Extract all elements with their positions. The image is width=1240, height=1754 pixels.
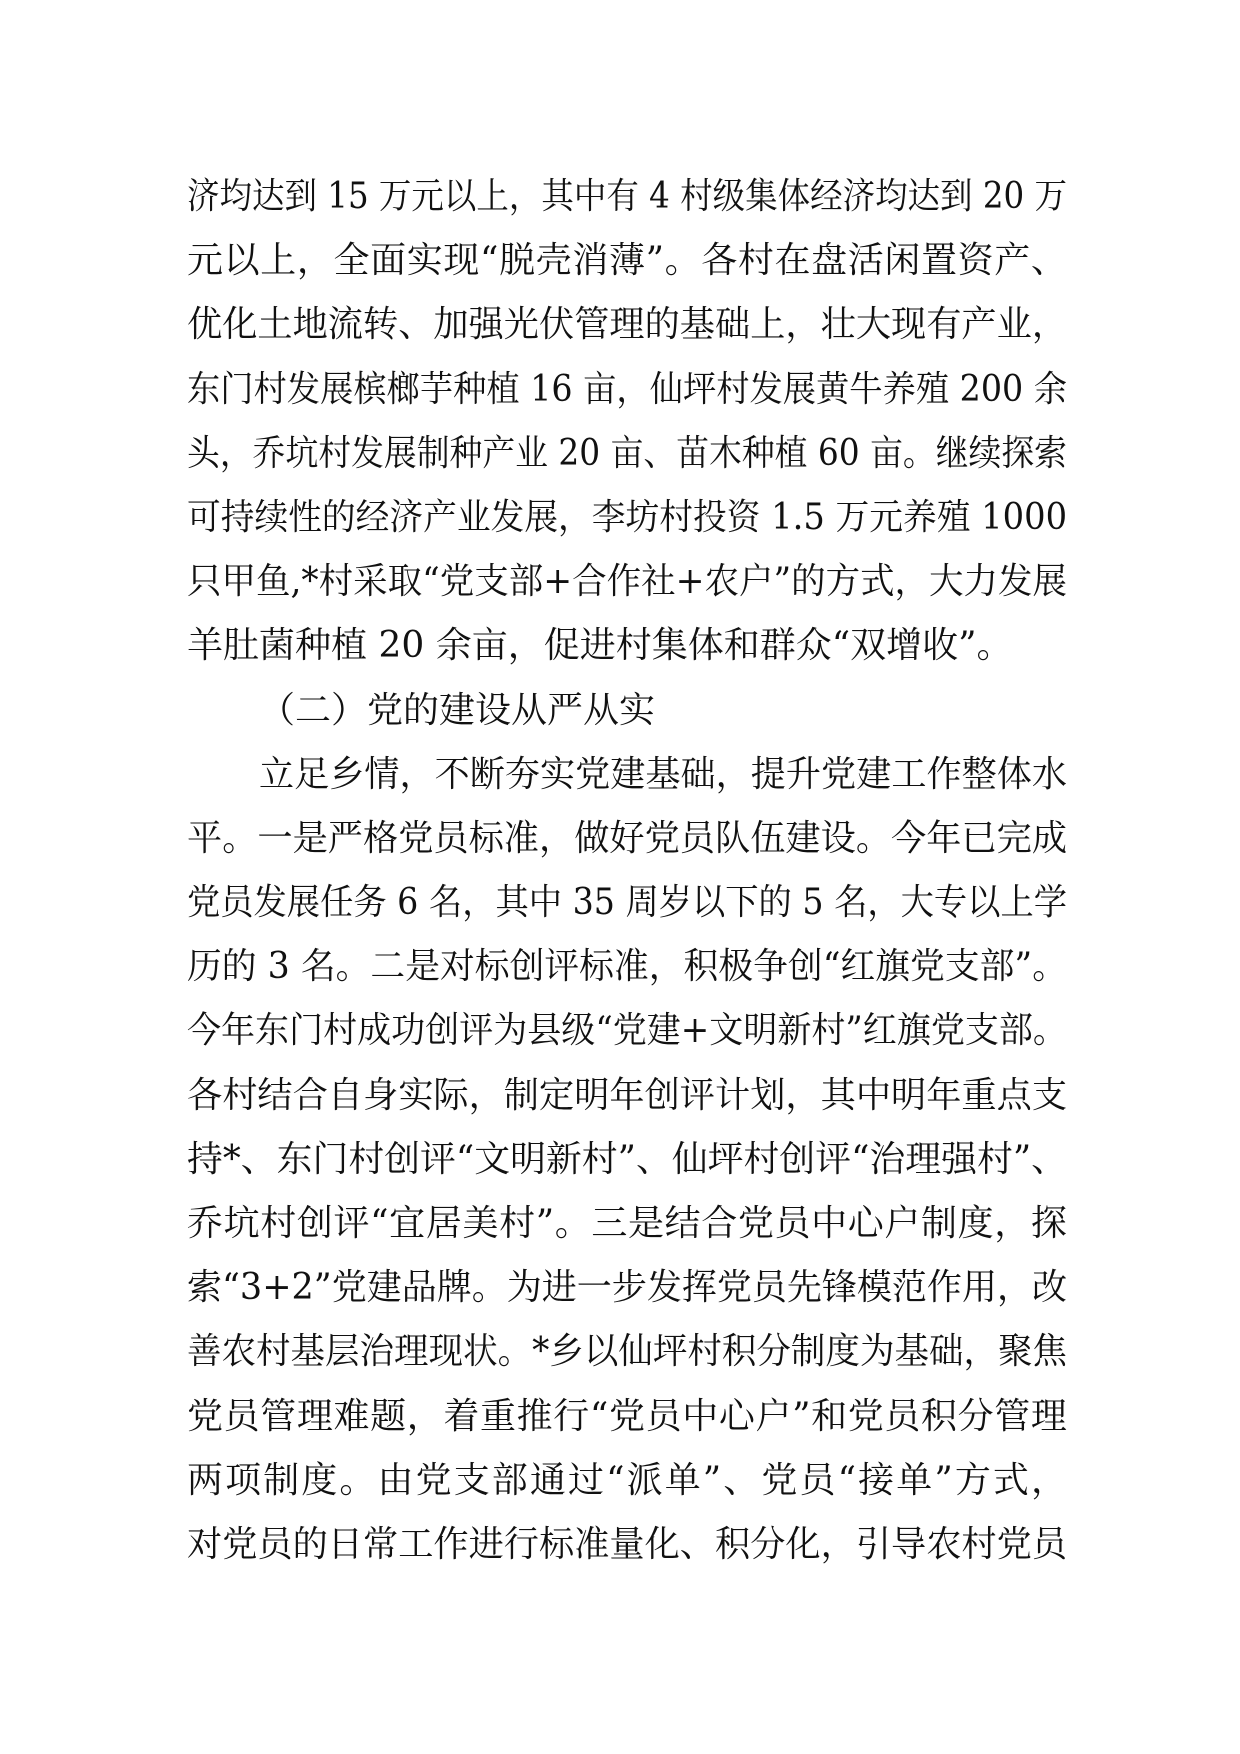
text-line: 党员发展任务 6 名，其中 35 周岁以下的 5 名，大专以上学 (187, 882, 1068, 924)
text-line: 乔坑村创评“宜居美村”。三是结合党员中心户制度，探 (187, 1203, 1068, 1244)
text-line: 可持续性的经济产业发展，李坊村投资 1.5 万元养殖 1000 (187, 496, 1068, 538)
text-line: 优化土地流转、加强光伏管理的基础上，壮大现有产业， (187, 304, 1068, 346)
text-line: 元以上，全面实现“脱壳消薄”。各村在盘活闲置资产、 (187, 240, 1068, 282)
text-line: 索“3+2”党建品牌。为进一步发挥党员先锋模范作用，改 (187, 1267, 1068, 1309)
paragraph-first-line: 立足乡情，不断夯实党建基础，提升党建工作整体水 (259, 753, 1067, 795)
text-line: 东门村发展槟榔芋种植 16 亩，仙坪村发展黄牛养殖 200 余 (187, 368, 1068, 410)
text-line: 今年东门村成功创评为县级“党建+文明新村”红旗党支部。 (187, 1010, 1067, 1052)
text-line: 持*、东门村创评“文明新村”、仙坪村创评“治理强村”、 (187, 1138, 1068, 1180)
text-line: 羊肚菌种植 20 余亩，促进村集体和群众“双增收”。 (187, 625, 1013, 667)
text-line: 两项制度。由党支部通过“派单”、党员“接单”方式， (187, 1459, 1070, 1501)
text-line: 济均达到 15 万元以上，其中有 4 村级集体经济均达到 20 万 (187, 176, 1068, 217)
section-heading: （二）党的建设从严从实 (259, 689, 656, 731)
text-line: 各村结合自身实际，制定明年创评计划，其中明年重点支 (187, 1074, 1068, 1116)
text-line: 头，乔坑村发展制种产业 20 亩、苗木种植 60 亩。继续探索 (187, 432, 1067, 474)
text-line: 只甲鱼,*村采取“党支部+合作社+农户”的方式，大力发展 (187, 561, 1068, 603)
text-line: 历的 3 名。二是对标创评标准，积极争创“红旗党支部”。 (187, 946, 1068, 988)
text-line: 善农村基层治理现状。*乡以仙坪村积分制度为基础，聚焦 (187, 1331, 1068, 1373)
body-text (187, 165, 1070, 1577)
text-line: 党员管理难题，着重推行“党员中心户”和党员积分管理 (187, 1395, 1068, 1437)
text-line: 平。一是严格党员标准，做好党员队伍建设。今年已完成 (187, 817, 1068, 859)
text-line: 对党员的日常工作进行标准量化、积分化，引导农村党员 (187, 1523, 1068, 1565)
